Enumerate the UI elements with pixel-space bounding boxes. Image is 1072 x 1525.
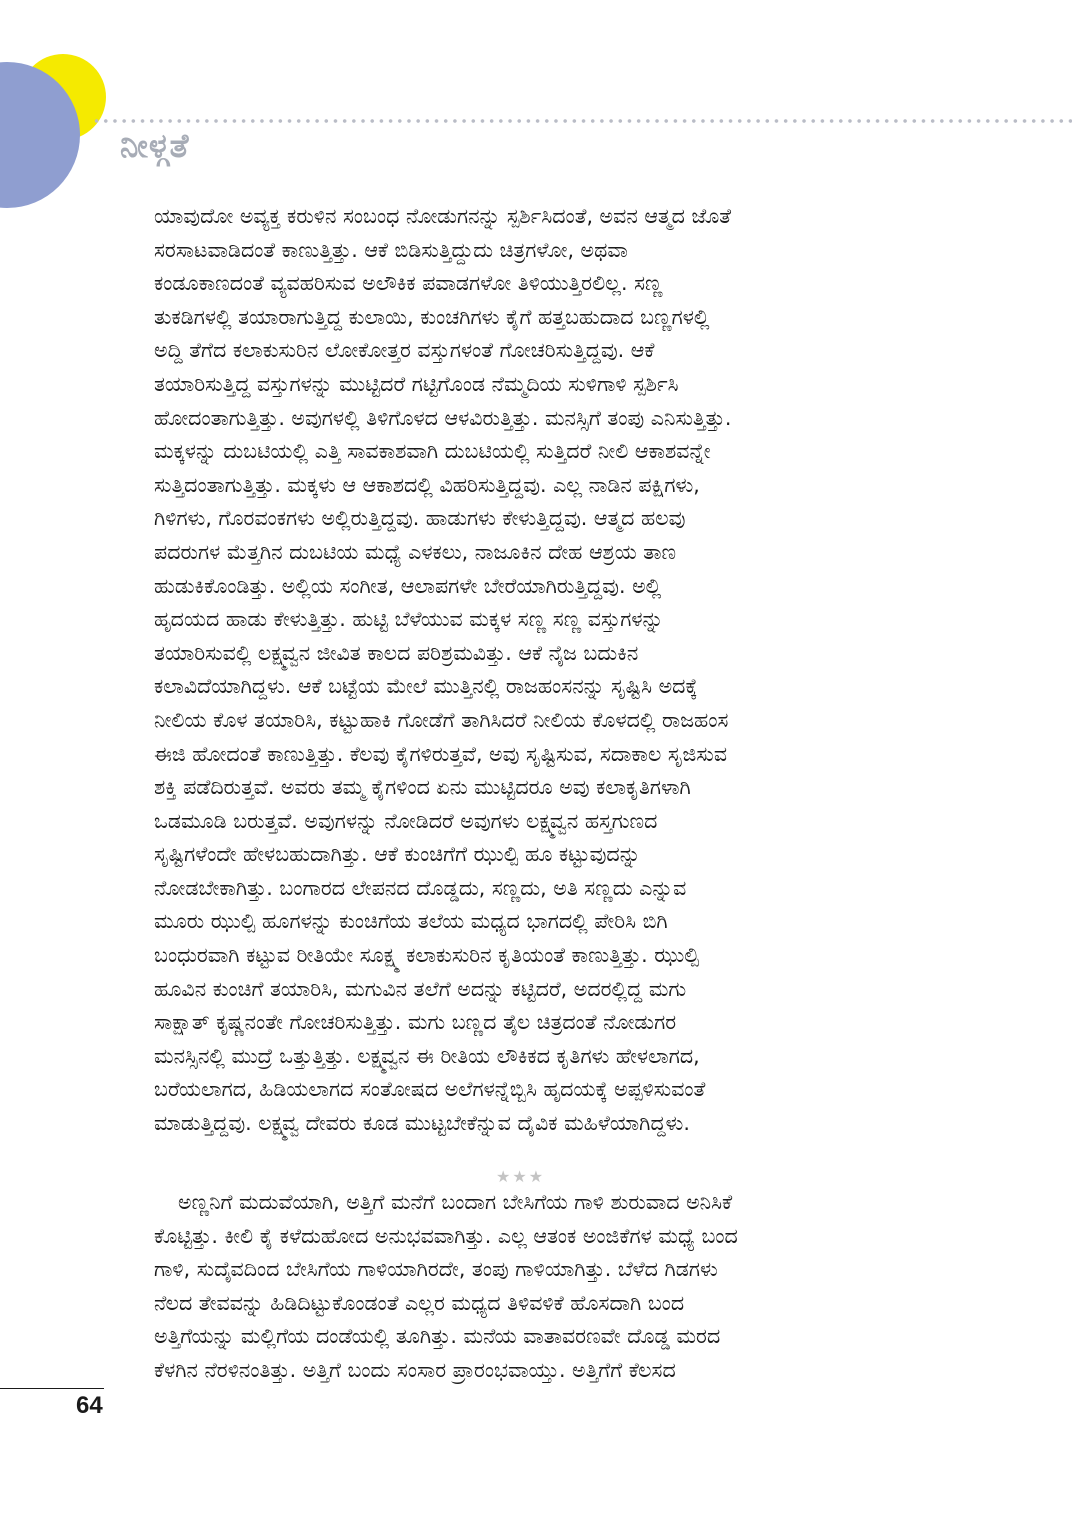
text-line: ಅದ್ದಿ ತೆಗೆದ ಕಲಾಕುಸುರಿನ ಲೋಕೋತ್ತರ ವಸ್ತುಗಳಂತೆ ಗೋಚರಿಸುತ್ತಿದ್ದವು. ಆಕೆ [154, 338, 655, 363]
body-paragraph-2 [154, 1186, 906, 1388]
dotted-divider [92, 118, 1072, 124]
text-line: ನೆಲದ ತೇವವನ್ನು ಹಿಡಿದಿಟ್ಟುಕೊಂಡಂತೆ ಎಲ್ಲರ ಮಧ್ಯದ ತಿಳಿವಳಿಕೆ ಹೊಸದಾಗಿ ಬಂದ [154, 1290, 685, 1315]
text-line: ಒಡಮೂಡಿ ಬರುತ್ತವೆ. ಅವುಗಳನ್ನು ನೋಡಿದರೆ ಅವುಗಳು ಲಕ್ಷ್ಮವ್ವನ ಹಸ್ತಗುಣದ [154, 808, 658, 833]
text-line: ಬಂಧುರವಾಗಿ ಕಟ್ಟುವ ರೀತಿಯೇ ಸೂಕ್ಷ್ಮ ಕಲಾಕುಸುರಿನ ಕೃತಿಯಂತೆ ಕಾಣುತ್ತಿತ್ತು. ಝುಲ್ಪಿ [154, 943, 699, 968]
text-line: ಅಣ್ಣನಿಗೆ ಮದುವೆಯಾಗಿ, ಅತ್ತಿಗೆ ಮನೆಗೆ ಬಂದಾಗ ಬೇಸಿಗೆಯ ಗಾಳಿ ಶುರುವಾದ ಅನಿಸಿಕೆ [178, 1190, 733, 1214]
footer-rule [0, 1388, 104, 1389]
text-line: ಹೂವಿನ ಕುಂಚಿಗೆ ತಯಾರಿಸಿ, ಮಗುವಿನ ತಲೆಗೆ ಅದನ್ನು ಕಟ್ಟಿದರೆ, ಅದರಲ್ಲಿದ್ದ ಮಗು [154, 976, 687, 1001]
text-line: ಈಜಿ ಹೋದಂತೆ ಕಾಣುತ್ತಿತ್ತು. ಕೆಲವು ಕೈಗಳಿರುತ್ತವೆ, ಅವು ಸೃಷ್ಟಿಸುವ, ಸದಾಕಾಲ ಸೃಜಿಸುವ [154, 741, 728, 766]
section-separator: ★★★ [496, 1167, 546, 1186]
text-line: ಬರೆಯಲಾಗದ, ಹಿಡಿಯಲಾಗದ ಸಂತೋಷದ ಅಲೆಗಳನ್ನೆಬ್ಬಿಸಿ ಹೃದಯಕ್ಕೆ ಅಪ್ಪಳಿಸುವಂತೆ [154, 1077, 706, 1102]
text-line: ತಯಾರಿಸುವಲ್ಲಿ ಲಕ್ಷ್ಮವ್ವನ ಜೀವಿತ ಕಾಲದ ಪರಿಶ್ರಮವಿತ್ತು. ಆಕೆ ನೈಜ ಬದುಕಿನ [154, 640, 639, 665]
text-line: ಗಾಳಿ, ಸುದೈವದಿಂದ ಬೇಸಿಗೆಯ ಗಾಳಿಯಾಗಿರದೇ, ತಂಪು ಗಾಳಿಯಾಗಿತ್ತು. ಬೆಳೆದ ಗಿಡಗಳು [154, 1257, 718, 1282]
body-paragraph-1 [154, 200, 906, 1141]
text-line: ಮೂರು ಝುಲ್ಪಿ ಹೂಗಳನ್ನು ಕುಂಚಿಗೆಯ ತಲೆಯ ಮಧ್ಯದ ಭಾಗದಲ್ಲಿ ಪೇರಿಸಿ ಬಿಗಿ [154, 909, 668, 934]
text-line: ಸೃಷ್ಟಿಗಳೆಂದೇ ಹೇಳಬಹುದಾಗಿತ್ತು. ಆಕೆ ಕುಂಚಿಗೆಗೆ ಝುಲ್ಪಿ ಹೂ ಕಟ್ಟುವುದನ್ನು [154, 842, 641, 867]
text-line: ಮಕ್ಕಳನ್ನು ದುಬಟಿಯಲ್ಲಿ ಎತ್ತಿ ಸಾವಕಾಶವಾಗಿ ದುಬಟಿಯಲ್ಲಿ ಸುತ್ತಿದರೆ ನೀಲಿ ಆಕಾಶವನ್ನೇ [154, 439, 711, 464]
text-line: ಸುತ್ತಿದಂತಾಗುತ್ತಿತ್ತು. ಮಕ್ಕಳು ಆ ಆಕಾಶದಲ್ಲಿ ವಿಹರಿಸುತ್ತಿದ್ದವು. ಎಲ್ಲ ನಾಡಿನ ಪಕ್ಷಿಗಳು, [154, 472, 700, 497]
section-title: ನೀಳ್ಗತೆ [120, 126, 190, 165]
text-line: ನೀಲಿಯ ಕೊಳ ತಯಾರಿಸಿ, ಕಟ್ಟುಹಾಕಿ ಗೋಡೆಗೆ ತಾಗಿಸಿದರೆ ನೀಲಿಯ ಕೊಳದಲ್ಲಿ ರಾಜಹಂಸ [154, 707, 729, 732]
text-line: ಪದರುಗಳ ಮೆತ್ತಗಿನ ದುಬಟಿಯ ಮಧ್ಯೆ ಎಳಕಲು, ನಾಜೂಕಿನ ದೇಹ ಆಶ್ರಯ ತಾಣ [154, 539, 677, 564]
text-line: ಹೋದಂತಾಗುತ್ತಿತ್ತು. ಅವುಗಳಲ್ಲಿ ತಿಳಿಗೊಳದ ಆಳವಿರುತ್ತಿತ್ತು. ಮನಸ್ಸಿಗೆ ತಂಪು ಎನಿಸುತ್ತಿತ್ತು. [154, 405, 732, 430]
text-line: ಹುಡುಕಿಕೊಂಡಿತ್ತು. ಅಲ್ಲಿಯ ಸಂಗೀತ, ಆಲಾಪಗಳೇ ಬೇರೆಯಾಗಿರುತ್ತಿದ್ದವು. ಅಲ್ಲಿ [154, 573, 662, 598]
text-line: ಕಂಡೂಕಾಣದಂತೆ ವ್ಯವಹರಿಸುವ ಅಲೌಕಿಕ ಪವಾಡಗಳೋ ತಿಳಿಯುತ್ತಿರಲಿಲ್ಲ. ಸಣ್ಣ [154, 271, 663, 296]
text-line: ಮನಸ್ಸಿನಲ್ಲಿ ಮುದ್ರೆ ಒತ್ತುತ್ತಿತ್ತು. ಲಕ್ಷ್ಮವ್ವನ ಈ ರೀತಿಯ ಲೌಕಿಕದ ಕೃತಿಗಳು ಹೇಳಲಾಗದ, [154, 1043, 700, 1068]
page-number: 64 [76, 1392, 103, 1419]
text-line: ಶಕ್ತಿ ಪಡೆದಿರುತ್ತವೆ. ಅವರು ತಮ್ಮ ಕೈಗಳಿಂದ ಏನು ಮುಟ್ಟಿದರೂ ಅವು ಕಲಾಕೃತಿಗಳಾಗಿ [154, 775, 691, 800]
text-line: ತುಕಡಿಗಳಲ್ಲಿ ತಯಾರಾಗುತ್ತಿದ್ದ ಕುಲಾಯಿ, ಕುಂಚಗಿಗಳು ಕೈಗೆ ಹತ್ತಬಹುದಾದ ಬಣ್ಣಗಳಲ್ಲಿ [154, 304, 710, 329]
text-line: ಸರಸಾಟವಾಡಿದಂತೆ ಕಾಣುತ್ತಿತ್ತು. ಆಕೆ ಬಿಡಿಸುತ್ತಿದ್ದುದು ಚಿತ್ರಗಳೋ, ಅಥವಾ [154, 237, 628, 262]
text-line: ಕೊಟ್ಟಿತ್ತು. ಕೀಲಿ ಕೈ ಕಳೆದುಹೋದ ಅನುಭವವಾಗಿತ್ತು. ಎಲ್ಲ ಆತಂಕ ಅಂಜಿಕೆಗಳ ಮಧ್ಯೆ ಬಂದ [154, 1223, 738, 1248]
text-line: ಕಲಾವಿದೆಯಾಗಿದ್ದಳು. ಆಕೆ ಬಟ್ಟೆಯ ಮೇಲೆ ಮುತ್ತಿನಲ್ಲಿ ರಾಜಹಂಸನನ್ನು ಸೃಷ್ಟಿಸಿ ಅದಕ್ಕೆ [154, 674, 698, 699]
text-line: ಹೃದಯದ ಹಾಡು ಕೇಳುತ್ತಿತ್ತು. ಹುಟ್ಟಿ ಬೆಳೆಯುವ ಮಕ್ಕಳ ಸಣ್ಣ ಸಣ್ಣ ವಸ್ತುಗಳನ್ನು [154, 607, 664, 632]
text-line: ಮಾಡುತ್ತಿದ್ದವು. ಲಕ್ಷ್ಮವ್ವ ದೇವರು ಕೂಡ ಮುಟ್ಟಬೇಕೆನ್ನುವ ದೈವಿಕ ಮಹಿಳೆಯಾಗಿದ್ದಳು. [154, 1111, 690, 1136]
text-line: ಯಾವುದೋ ಅವ್ಯಕ್ತ ಕರುಳಿನ ಸಂಬಂಧ ನೋಡುಗನನ್ನು ಸ್ಪರ್ಶಿಸಿದಂತೆ, ಅವನ ಆತ್ಮದ ಜೊತೆ [154, 204, 732, 228]
text-line: ಕೆಳಗಿನ ನೆರಳಿನಂತಿತ್ತು. ಅತ್ತಿಗೆ ಬಂದು ಸಂಸಾರ ಪ್ರಾರಂಭವಾಯ್ತು. ಅತ್ತಿಗೆಗೆ ಕೆಲಸದ [154, 1357, 676, 1382]
text-line: ಸಾಕ್ಷಾತ್ ಕೃಷ್ಣನಂತೇ ಗೋಚರಿಸುತ್ತಿತ್ತು. ಮಗು ಬಣ್ಣದ ತೈಲ ಚಿತ್ರದಂತೆ ನೋಡುಗರ [154, 1010, 677, 1035]
text-line: ಅತ್ತಿಗೆಯನ್ನು ಮಲ್ಲಿಗೆಯ ದಂಡೆಯಲ್ಲಿ ತೂಗಿತ್ತು. ಮನೆಯ ವಾತಾವರಣವೇ ದೊಡ್ಡ ಮರದ [154, 1324, 721, 1349]
text-line: ಗಿಳಿಗಳು, ಗೊರವಂಕಗಳು ಅಲ್ಲಿರುತ್ತಿದ್ದವು. ಹಾಡುಗಳು ಕೇಳುತ್ತಿದ್ದವು. ಆತ್ಮದ ಹಲವು [154, 506, 686, 531]
text-line: ತಯಾರಿಸುತ್ತಿದ್ದ ವಸ್ತುಗಳನ್ನು ಮುಟ್ಟಿದರೆ ಗಟ್ಟಿಗೊಂಡ ನೆಮ್ಮದಿಯ ಸುಳಿಗಾಳಿ ಸ್ಪರ್ಶಿಸಿ [154, 371, 679, 396]
text-line: ನೋಡಬೇಕಾಗಿತ್ತು. ಬಂಗಾರದ ಲೇಪನದ ದೊಡ್ಡದು, ಸಣ್ಣದು, ಅತಿ ಸಣ್ಣದು ಎನ್ನುವ [154, 875, 687, 900]
